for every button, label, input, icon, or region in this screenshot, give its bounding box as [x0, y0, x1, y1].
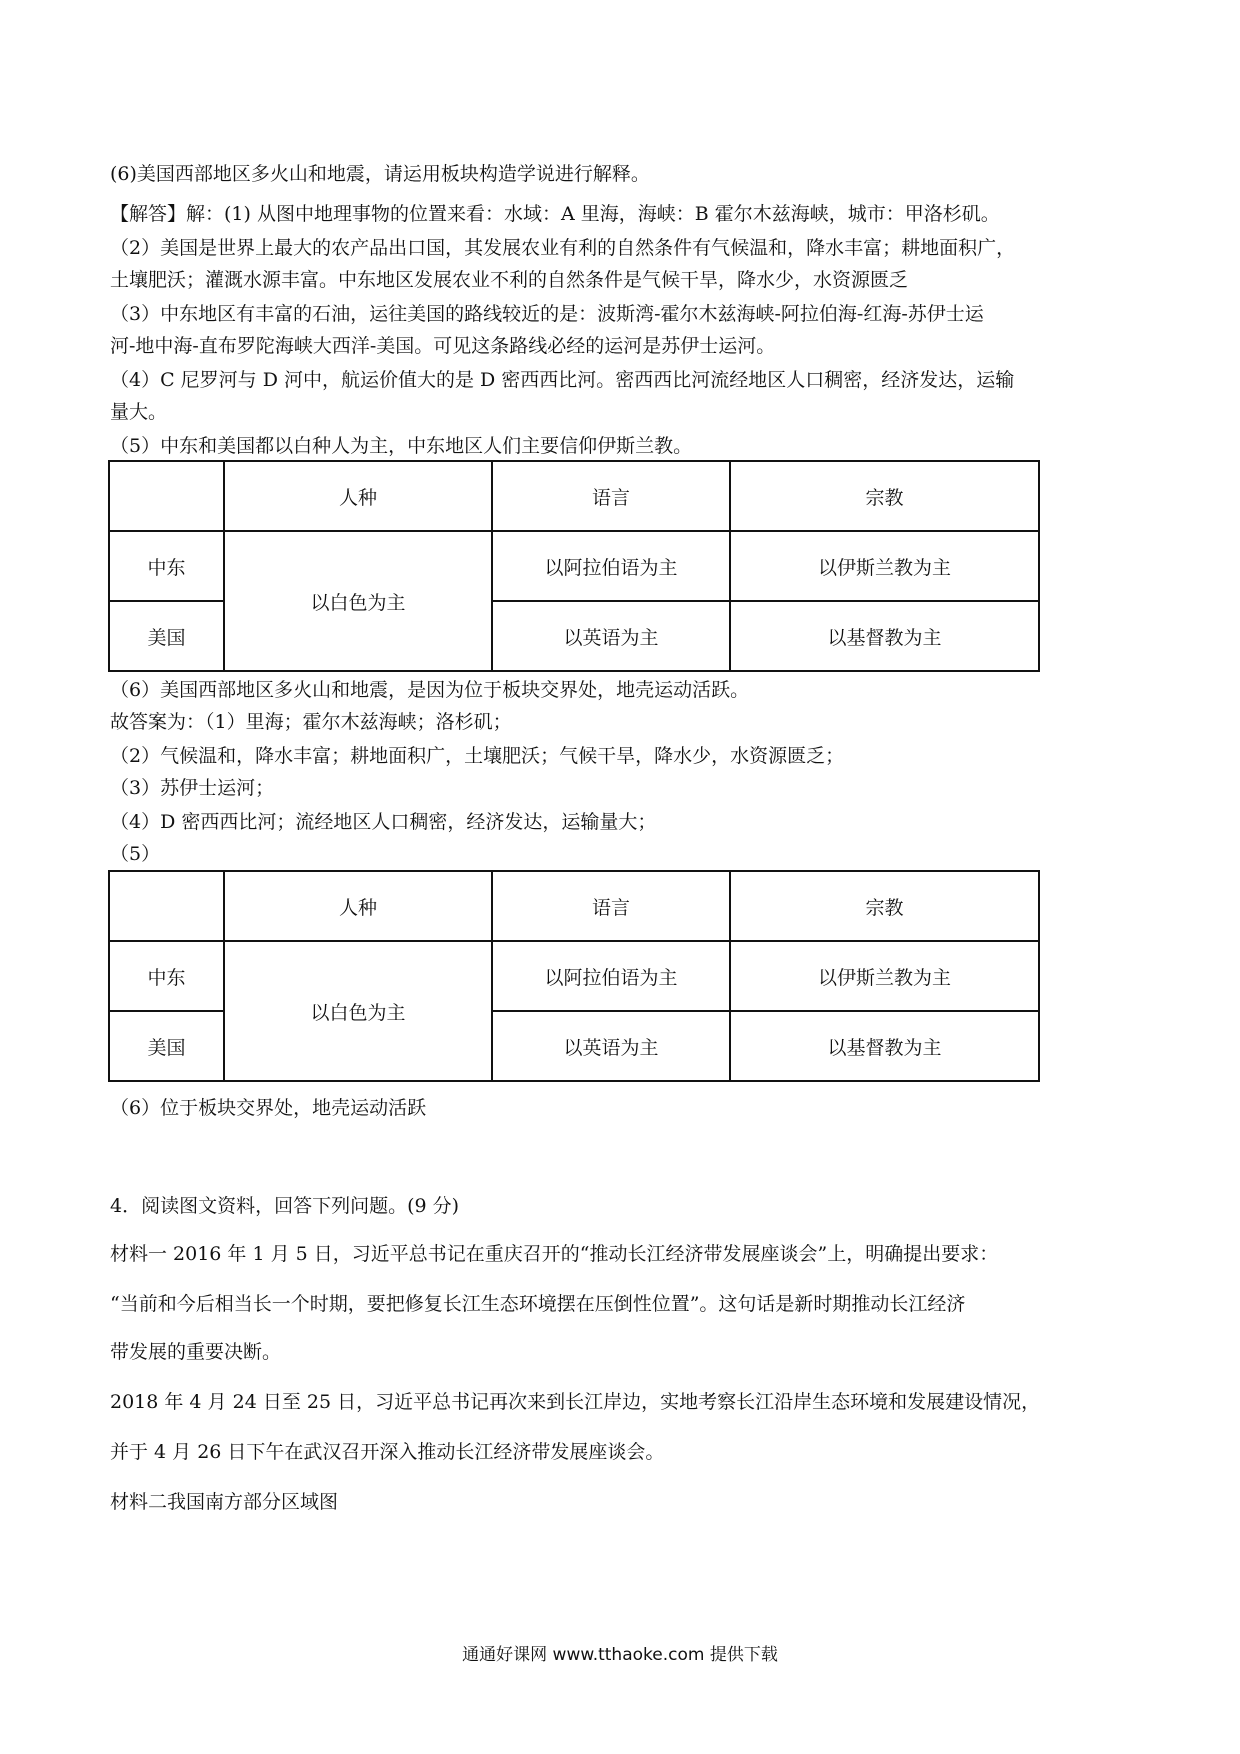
region-cell: 美国 — [109, 601, 224, 671]
page-footer: 通通好课网 www.tthaoke.com 提供下载 — [462, 1645, 778, 1665]
answer-line: 土壤肥沃；灌溉水源丰富。中东地区发展农业不利的自然条件是气候干旱，降水少，水资源匮乏 — [110, 269, 909, 291]
answer-line: （3）中东地区有丰富的石油，运往美国的路线较近的是：波斯湾-霍尔木兹海峡-阿拉伯海-红海-苏伊士运 — [110, 303, 984, 325]
answer-line: （4）C 尼罗河与 D 河中，航运价值大的是 D 密西西比河。密西西比河流经地区人口稠密，经济发达，运输 — [110, 369, 1015, 391]
material-2-title: 材料二我国南方部分区域图 — [110, 1491, 339, 1513]
table-row — [109, 941, 1039, 1011]
after-table-line: 故答案为：（1）里海；霍尔木兹海峡；洛杉矶； — [110, 711, 512, 733]
comparison-table-1 — [108, 460, 1040, 672]
table-header-cell: 宗教 — [730, 461, 1039, 531]
religion-cell: 以基督教为主 — [730, 601, 1039, 671]
after-table-line: （5） — [110, 843, 161, 865]
language-cell: 以英语为主 — [492, 1011, 730, 1081]
material-line: “当前和今后相当长一个时期，要把修复长江生态环境摆在压倒性位置”。这句话是新时期推动长江经济 — [110, 1293, 966, 1315]
material-line: 2018 年 4 月 24 日至 25 日，习近平总书记再次来到长江岸边，实地考察长江沿岸生态环境和发展建设情况， — [110, 1391, 1041, 1413]
table-header-cell: 语言 — [492, 871, 730, 941]
table-header-row — [109, 871, 1039, 941]
q6-question: (6)美国西部地区多火山和地震，请运用板块构造学说进行解释。 — [110, 163, 650, 185]
religion-cell: 以伊斯兰教为主 — [730, 531, 1039, 601]
table-header-cell: 人种 — [224, 461, 492, 531]
table-row — [109, 531, 1039, 601]
material-line: 带发展的重要决断。 — [110, 1341, 282, 1363]
table-header-cell: 人种 — [224, 871, 492, 941]
comparison-table-2 — [108, 870, 1040, 1082]
table-header-row — [109, 461, 1039, 531]
religion-cell: 以基督教为主 — [730, 1011, 1039, 1081]
religion-cell: 以伊斯兰教为主 — [730, 941, 1039, 1011]
language-cell: 以阿拉伯语为主 — [492, 531, 730, 601]
after-table-line: （6）美国西部地区多火山和地震，是因为位于板块交界处，地壳运动活跃。 — [110, 679, 750, 701]
after-table-line: （2）气候温和，降水丰富；耕地面积广，土壤肥沃；气候干旱，降水少，水资源匮乏； — [110, 745, 845, 767]
final-answer-line: （6）位于板块交界处，地壳运动活跃 — [110, 1097, 427, 1119]
table-header-cell — [109, 871, 224, 941]
after-table-line: （3）苏伊士运河； — [110, 777, 275, 799]
region-cell: 美国 — [109, 1011, 224, 1081]
answer-line: 量大。 — [110, 401, 168, 423]
after-table-line: （4）D 密西西比河；流经地区人口稠密，经济发达，运输量大； — [110, 811, 657, 833]
question-4-title: 4．阅读图文资料，回答下列问题。(9 分) — [110, 1195, 460, 1217]
table-header-cell — [109, 461, 224, 531]
region-cell: 中东 — [109, 531, 224, 601]
table-header-cell: 宗教 — [730, 871, 1039, 941]
answer-line: 河-地中海-直布罗陀海峡大西洋-美国。可见这条路线必经的运河是苏伊士运河。 — [110, 335, 776, 357]
race-cell: 以白色为主 — [224, 531, 492, 671]
answer-line: （2）美国是世界上最大的农产品出口国，其发展农业有利的自然条件有气候温和，降水丰富；耕地面积广， — [110, 237, 1016, 259]
material-line: 并于 4 月 26 日下午在武汉召开深入推动长江经济带发展座谈会。 — [110, 1441, 665, 1463]
language-cell: 以英语为主 — [492, 601, 730, 671]
race-cell: 以白色为主 — [224, 941, 492, 1081]
answer-line: （5）中东和美国都以白种人为主，中东地区人们主要信仰伊斯兰教。 — [110, 435, 693, 457]
material-line: 材料一 2016 年 1 月 5 日，习近平总书记在重庆召开的“推动长江经济带发展座谈会”上，明确提出要求： — [110, 1243, 999, 1265]
language-cell: 以阿拉伯语为主 — [492, 941, 730, 1011]
answer-line: 【解答】解：(1) 从图中地理事物的位置来看：水域：A 里海，海峡：B 霍尔木兹海峡，城市：甲洛杉矶。 — [110, 203, 1000, 225]
region-cell: 中东 — [109, 941, 224, 1011]
table-header-cell: 语言 — [492, 461, 730, 531]
